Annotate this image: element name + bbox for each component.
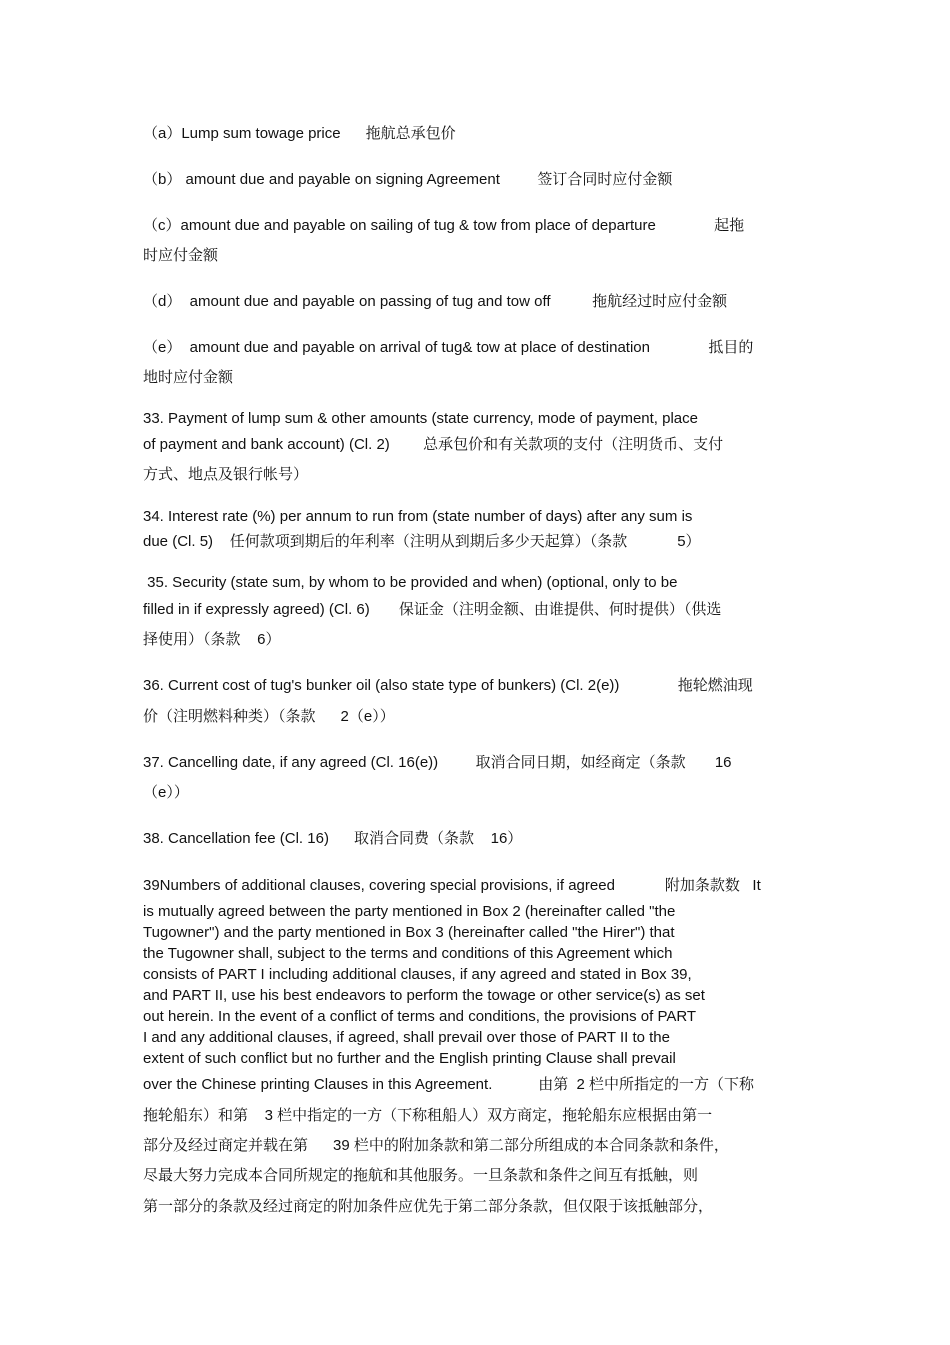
line-e-arrival: （e） amount due and payable on arrival of tug& tow at place of destination 抵目的 <box>143 339 754 356</box>
clause-34-line-1: 34. Interest rate (%) per annum to run from (state number of days) after any sum is <box>143 508 693 525</box>
clause-39-line-1: 39Numbers of additional clauses, covering special provisions, if agreed 附加条款数 It <box>143 877 761 894</box>
line-e-arrival-cont: 地时应付金额 <box>143 369 234 386</box>
line-c-sailing-cont: 时应付金额 <box>143 247 219 264</box>
clause-39-line-4: the Tugowner shall, subject to the terms and conditions of this Agreement which <box>143 945 673 962</box>
clause-39-line-3: Tugowner") and the party mentioned in Box 3 (hereinafter called "the Hirer") that <box>143 924 675 941</box>
clause-35-line-1: 35. Security (state sum, by whom to be provided and when) (optional, only to be <box>143 574 678 591</box>
line-d-passing: （d） amount due and payable on passing of tug and tow off 拖航经过时应付金额 <box>143 293 728 310</box>
clause-39-line-9: extent of such conflict but no further and the English printing Clause shall prevail <box>143 1050 676 1067</box>
clause-39-line-5: consists of PART I including additional clauses, if any agreed and stated in Box 39, <box>143 966 692 983</box>
line-b-signing: （b） amount due and payable on signing Agreement 签订合同时应付金额 <box>143 171 673 188</box>
clause-34-line-2: due (Cl. 5) 任何款项到期后的年利率（注明从到期后多少天起算）（条款 5） <box>143 533 701 550</box>
clause-37-line-2: （e）） <box>143 784 189 801</box>
clause-39-line-11: 拖轮船东）和第 3 栏中指定的一方（下称租船人）双方商定，拖轮船东应根据由第一 <box>143 1107 713 1124</box>
line-a-lump-sum: （a）Lump sum towage price 拖航总承包价 <box>143 125 456 142</box>
clause-39-line-6: and PART II, use his best endeavors to perform the towage or other service(s) as set <box>143 987 705 1004</box>
clause-36-line-1: 36. Current cost of tug's bunker oil (also state type of bunkers) (Cl. 2(e)) 拖轮燃油现 <box>143 677 753 694</box>
clause-39-line-2: is mutually agreed between the party mentioned in Box 2 (hereinafter called "the <box>143 903 676 920</box>
clause-39-line-12: 部分及经过商定并载在第 39 栏中的附加条款和第二部分所组成的本合同条款和条件， <box>143 1137 729 1154</box>
clause-39-line-10: over the Chinese printing Clauses in this Agreement. 由第 2 栏中所指定的一方（下称 <box>143 1076 755 1093</box>
clause-39-line-13: 尽最大努力完成本合同所规定的拖航和其他服务。一旦条款和条件之间互有抵触，则 <box>143 1167 699 1184</box>
clause-33-line-2: of payment and bank account) (Cl. 2) 总承包价和有关款项的支付（注明货币、支付 <box>143 436 724 453</box>
line-c-sailing: （c）amount due and payable on sailing of tug & tow from place of departure 起拖 <box>143 217 745 234</box>
clause-39-line-7: out herein. In the event of a conflict of terms and conditions, the provisions of PART <box>143 1008 697 1025</box>
clause-39-line-14: 第一部分的条款及经过商定的附加条件应优先于第二部分条款，但仅限于该抵触部分， <box>143 1198 714 1215</box>
clause-38-line: 38. Cancellation fee (Cl. 16) 取消合同费（条款 16） <box>143 830 523 847</box>
clause-36-line-2: 价（注明燃料种类）（条款 2（e）） <box>143 708 395 725</box>
clause-37-line-1: 37. Cancelling date, if any agreed (Cl. 16(e)) 取消合同日期，如经商定（条款 16 <box>143 754 732 771</box>
clause-35-line-3: 择使用）（条款 6） <box>143 631 281 648</box>
clause-33-line-1: 33. Payment of lump sum & other amounts (state currency, mode of payment, place <box>143 410 698 427</box>
clause-39-line-8: I and any additional clauses, if agreed, shall prevail over those of PART II to the <box>143 1029 670 1046</box>
clause-35-line-2: filled in if expressly agreed) (Cl. 6) 保证金（注明金额、由谁提供、何时提供）（供选 <box>143 601 722 618</box>
clause-33-line-3: 方式、地点及银行帐号） <box>143 466 309 483</box>
